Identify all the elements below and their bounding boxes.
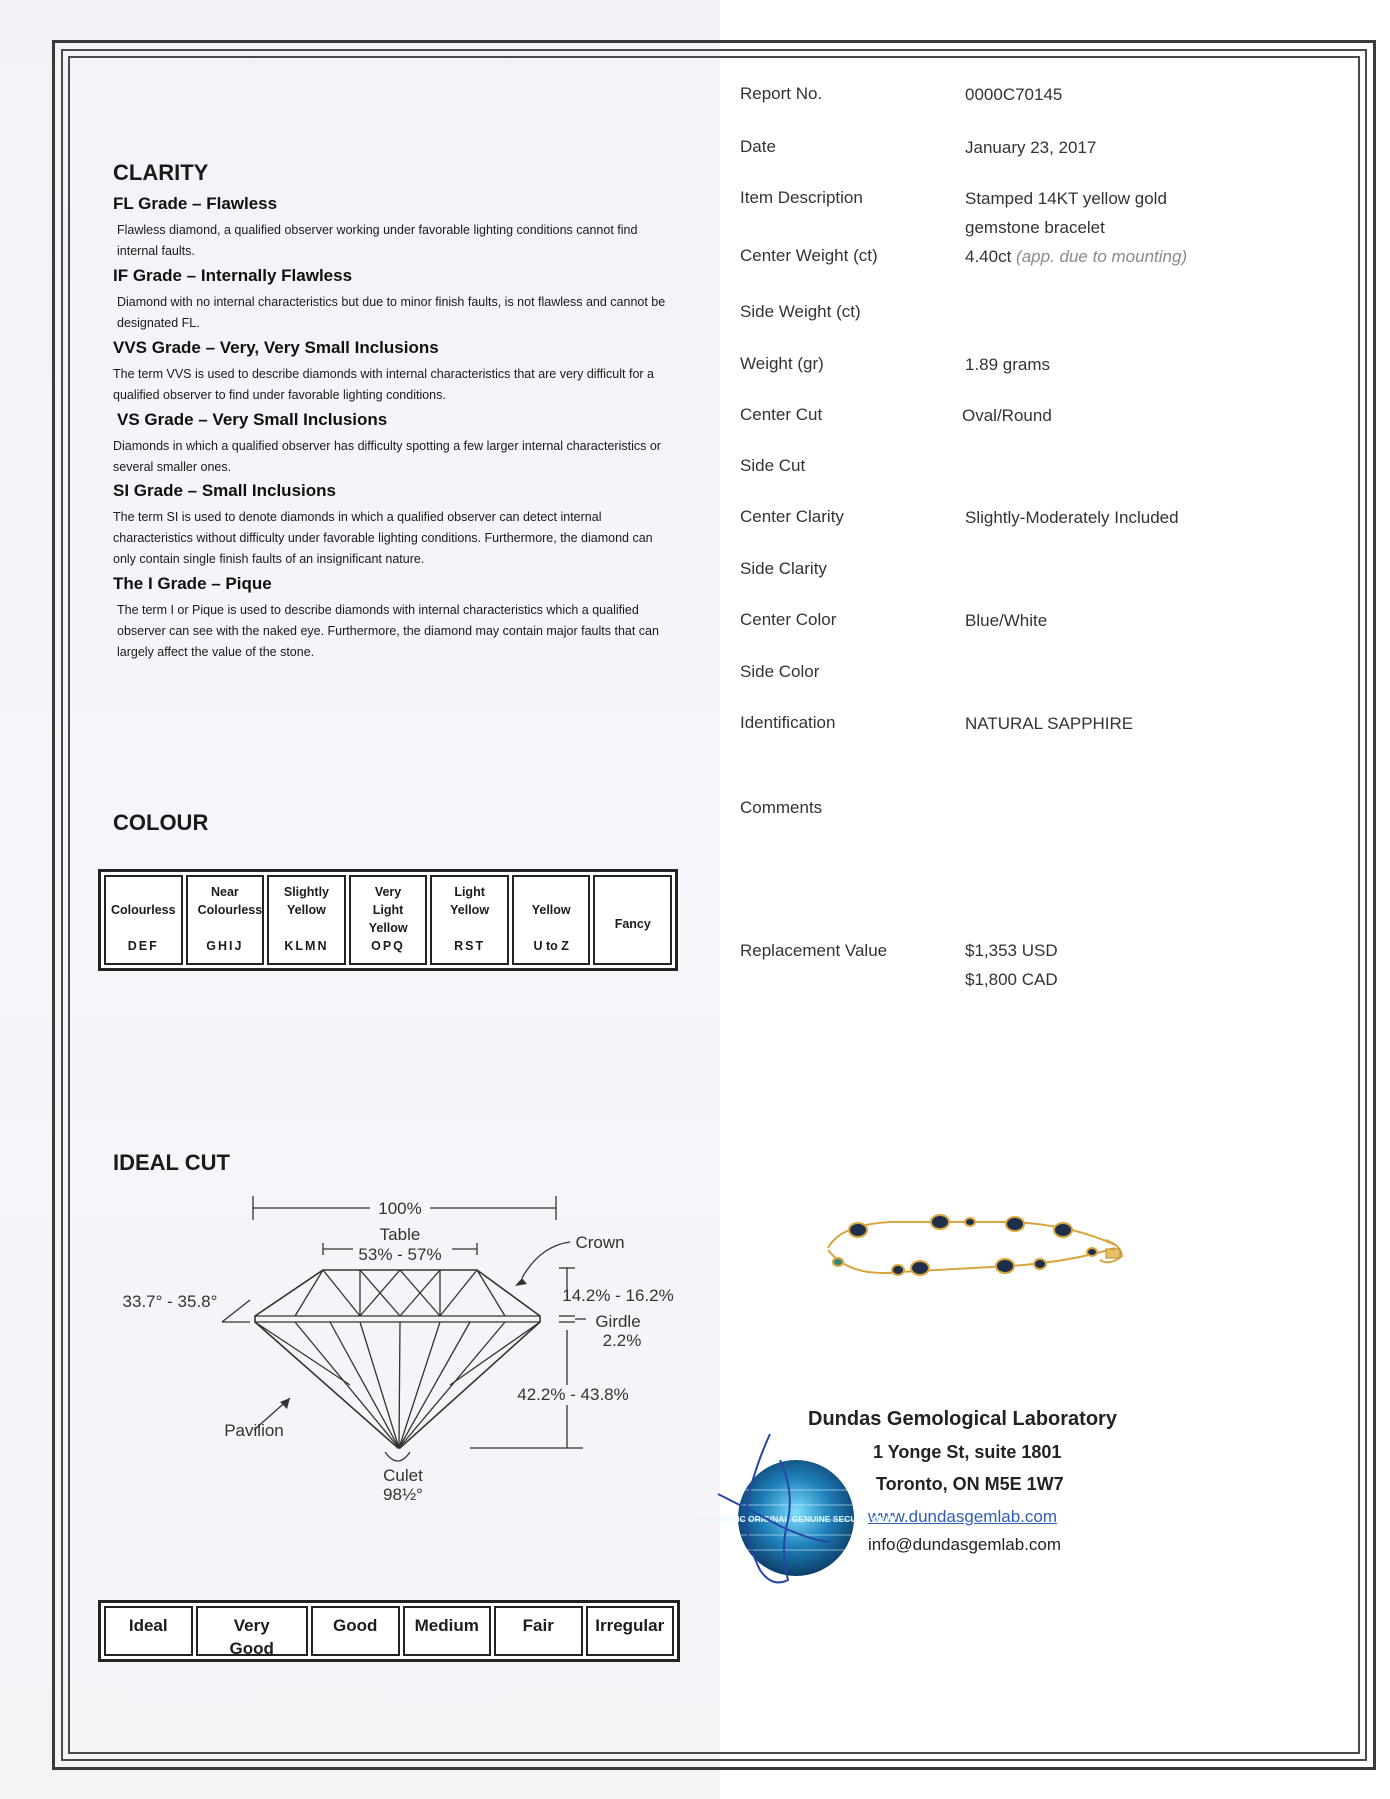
field-value-center-cut: Oval/Round (962, 406, 1052, 425)
grade-heading-si: SI Grade – Small Inclusions (113, 481, 336, 500)
colour-cell-letters: U to Z (533, 939, 569, 953)
colour-cell-name: Slightly Yellow (283, 885, 330, 917)
field-label-replacement-value: Replacement Value (740, 941, 888, 960)
cut-grade-scale (98, 1600, 680, 1662)
bracelet-photo (810, 1200, 1140, 1300)
cut-grade-cell: Good (311, 1606, 400, 1656)
grade-text-i: The term I or Pique is used to describe diamonds with internal characteristics which a qualified observer can see with the naked eye. Furthermore, the diamond may contain major faults that can largely affect the value of the stone. (117, 603, 659, 659)
colour-cell-letters: OPQ (371, 939, 405, 953)
pavilion-label: Pavilion (224, 1421, 284, 1440)
center-weight-note: (app. due to mounting) (1016, 247, 1188, 266)
colour-cell-name: Colourless (110, 903, 176, 917)
cut-grade-cell: Irregular (586, 1606, 675, 1656)
crown-angle-label: 33.7° - 35.8° (122, 1292, 218, 1311)
grade-heading-i: The I Grade – Pique (113, 574, 272, 593)
grade-heading-vvs: VVS Grade – Very, Very Small Inclusions (113, 338, 439, 357)
field-value-date: January 23, 2017 (965, 138, 1097, 157)
field-label-center-clarity: Center Clarity (740, 507, 844, 526)
field-value-weight: 1.89 grams (965, 355, 1051, 374)
field-label-identification: Identification (740, 713, 836, 732)
field-value-identification: NATURAL SAPPHIRE (965, 714, 1134, 733)
lab-address-line2: Toronto, ON M5E 1W7 (876, 1474, 1064, 1494)
clarity-title: CLARITY (113, 160, 209, 185)
lab-name: Dundas Gemological Laboratory (808, 1408, 1117, 1430)
field-label-item-description: Item Description (740, 188, 863, 207)
table-range-label: 53% - 57% (358, 1245, 442, 1264)
field-label-side-weight: Side Weight (ct) (740, 302, 861, 321)
colour-cell (430, 875, 509, 965)
field-label-comments: Comments (740, 798, 823, 817)
field-label-side-color: Side Color (740, 662, 820, 681)
field-value-center-color: Blue/White (965, 611, 1048, 630)
ideal-cut-title: IDEAL CUT (113, 1150, 230, 1175)
field-value-center-weight (965, 242, 1187, 271)
colour-cell (512, 875, 591, 965)
culet-angle-label: 98½° (383, 1485, 423, 1504)
grade-text-vvs: The term VVS is used to describe diamonds with internal characteristics that are very difficult for a qualified observer to find under favorable lighting conditions. (113, 367, 654, 402)
colour-cell-name: Yellow (531, 903, 571, 917)
grade-text-si: The term SI is used to denote diamonds in which a qualified observer can detect internal characteristics without difficulty under favorable lighting conditions. Furthermore, the diamond can only contain single finish faults of an insignificant nature. (113, 510, 653, 566)
colour-title: COLOUR (113, 810, 209, 835)
colour-cell-letters: DEF (127, 939, 159, 953)
colour-cell-letters: RST (454, 939, 486, 953)
field-value-report-no: 0000C70145 (965, 85, 1063, 104)
field-label-center-color: Center Color (740, 610, 837, 629)
field-label-date: Date (740, 137, 776, 156)
lab-email: info@dundasgemlab.com (868, 1535, 1062, 1554)
grade-text-if: Diamond with no internal characteristics but due to minor finish faults, is not flawless and cannot be designated FL. (117, 295, 666, 330)
grade-text-fl: Flawless diamond, a qualified observer working under favorable lighting conditions cannot find internal faults. (117, 223, 638, 258)
field-value-item-description: Stamped 14KT yellow gold gemstone bracelet (965, 189, 1167, 237)
diamond-cut-diagram (110, 1180, 680, 1520)
colour-cell-name: Fancy (614, 917, 651, 931)
pavilion-depth-label: 42.2% - 43.8% (517, 1385, 629, 1404)
field-value-replacement-cad: $1,800 CAD (965, 970, 1058, 989)
lab-address-line1: 1 Yonge St, suite 1801 (873, 1442, 1062, 1462)
cut-grade-cell: Very Good (196, 1606, 309, 1656)
width-label: 100% (378, 1199, 422, 1218)
field-label-center-weight: Center Weight (ct) (740, 246, 878, 265)
field-label-center-cut: Center Cut (740, 405, 823, 424)
center-weight-value: 4.40ct (965, 247, 1012, 266)
crown-label: Crown (575, 1233, 625, 1252)
grade-text-vs: Diamonds in which a qualified observer has difficulty spotting a few larger internal characteristics or several smaller ones. (113, 439, 661, 474)
colour-cell (186, 875, 265, 965)
colour-cell (104, 875, 183, 965)
colour-cell-name: Very Light Yellow (368, 885, 408, 935)
field-label-weight: Weight (gr) (740, 354, 824, 373)
grade-heading-vs: VS Grade – Very Small Inclusions (117, 410, 388, 429)
hologram-seal (696, 1430, 896, 1590)
colour-cell (267, 875, 346, 965)
cut-grade-cell: Medium (403, 1606, 492, 1656)
field-label-side-cut: Side Cut (740, 456, 806, 475)
field-label-report-no: Report No. (740, 84, 823, 103)
table-label: Table (379, 1225, 421, 1244)
culet-label: Culet (383, 1466, 423, 1485)
cut-grade-cell: Ideal (104, 1606, 193, 1656)
crown-height-label: 14.2% - 16.2% (562, 1286, 674, 1305)
girdle-value-label: 2.2% (602, 1331, 642, 1350)
colour-cell (349, 875, 428, 965)
colour-cell (593, 875, 672, 965)
colour-scale-table (98, 869, 678, 971)
grade-heading-if: IF Grade – Internally Flawless (113, 266, 353, 285)
colour-cell-name: Light Yellow (450, 885, 490, 917)
girdle-label: Girdle (595, 1312, 641, 1331)
colour-cell-name: Near Colourless (197, 885, 263, 917)
seal-text: AUTHENTIC ORIGINAL GENUINE SECURE VALID (696, 1514, 896, 1524)
field-value-center-clarity: Slightly-Moderately Included (965, 508, 1179, 527)
colour-cell-letters: GHIJ (206, 939, 244, 953)
cut-grade-cell: Fair (494, 1606, 583, 1656)
field-value-replacement-usd: $1,353 USD (965, 941, 1058, 960)
colour-cell-letters: KLMN (284, 939, 329, 953)
field-label-side-clarity: Side Clarity (740, 559, 827, 578)
lab-website-link[interactable]: www.dundasgemlab.com (868, 1507, 1057, 1526)
grade-heading-fl: FL Grade – Flawless (113, 194, 278, 213)
